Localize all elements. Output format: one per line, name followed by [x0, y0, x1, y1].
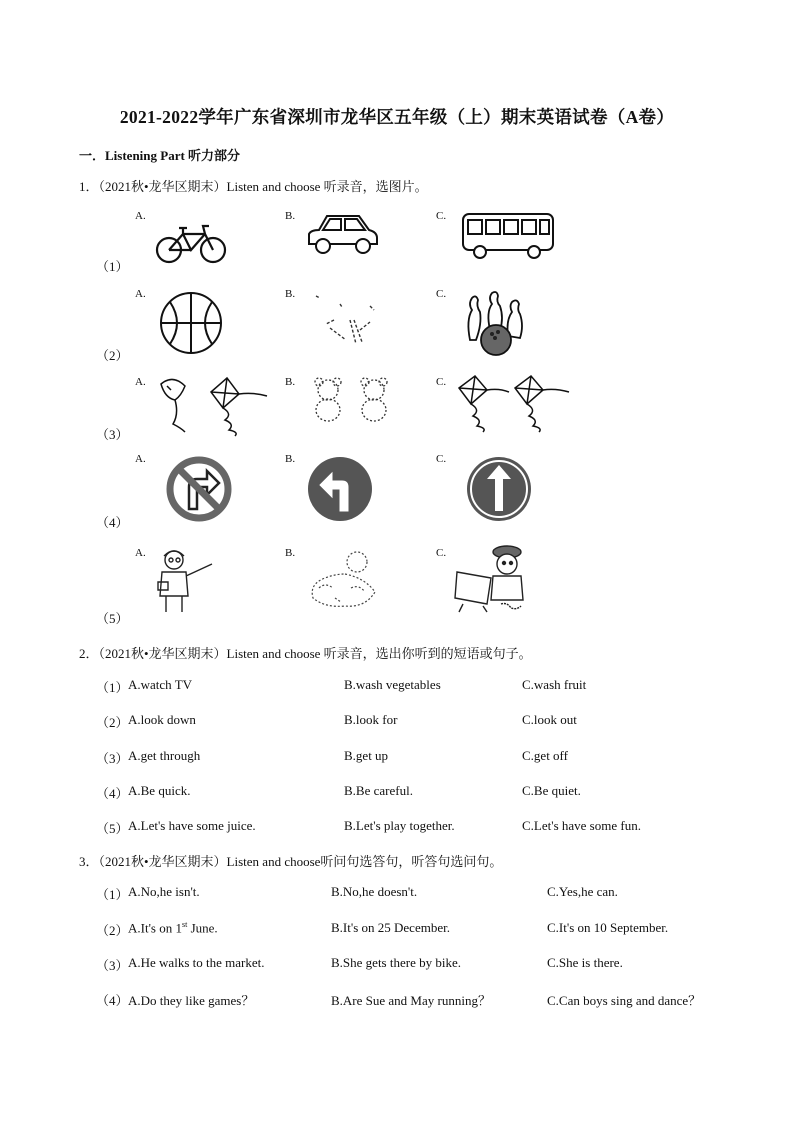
choice-b[interactable]: B.Let's play together.	[344, 818, 455, 833]
item-number: （2）	[96, 923, 129, 938]
choice-b[interactable]: B.Be careful.	[344, 783, 413, 798]
item-number: （2）	[96, 348, 129, 363]
item-number: （5）	[96, 821, 129, 836]
two-kites-icon[interactable]	[455, 374, 573, 432]
choice-b[interactable]: B.No,he doesn't.	[331, 884, 418, 899]
option-letter: A.	[135, 288, 146, 300]
bowling-icon[interactable]	[462, 290, 528, 358]
choice-a-text: A.It's on 1	[128, 920, 182, 936]
item-number: （3）	[96, 427, 129, 442]
no-right-turn-sign-icon[interactable]	[165, 455, 233, 523]
item-number: （3）	[96, 751, 129, 766]
option-letter: A.	[135, 547, 146, 559]
bicycle-icon[interactable]	[155, 222, 227, 264]
choice-b[interactable]: B.look for	[344, 712, 398, 727]
option-letter: B.	[285, 210, 296, 222]
car-icon[interactable]	[305, 210, 381, 260]
option-letter: C.	[436, 453, 447, 465]
choice-c[interactable]: C.Yes,he can.	[547, 884, 618, 899]
choice-c[interactable]: C.Can boys sing and dance？	[547, 993, 702, 1008]
choice-a[interactable]: A.Be quick.	[128, 783, 191, 798]
option-letter: B.	[285, 453, 296, 465]
ordinal-suffix: st	[181, 920, 188, 929]
option-letter: A.	[135, 210, 146, 222]
choice-c[interactable]: C.Be quiet.	[522, 783, 581, 798]
teacher-pointing-icon[interactable]	[152, 546, 216, 616]
item-number: （4）	[96, 515, 129, 530]
choice-a[interactable]: A.Do they like games？	[128, 993, 255, 1008]
choice-a-text-end: June.	[187, 920, 218, 936]
page-title: 2021-2022学年广东省深圳市龙华区五年级（上）期末英语试卷（A卷）	[119, 107, 675, 127]
option-letter: C.	[436, 288, 447, 300]
option-letter: C.	[436, 376, 447, 388]
option-letter: B.	[285, 376, 296, 388]
choice-c[interactable]: C.Let's have some fun.	[522, 818, 641, 833]
item-number: （4）	[96, 786, 129, 801]
item-number: （1）	[96, 887, 129, 902]
choice-a[interactable]: A.No,he isn't.	[128, 884, 200, 899]
item-number: （2）	[96, 715, 129, 730]
item-number: （5）	[96, 611, 129, 626]
choice-a[interactable]: A.look down	[128, 712, 196, 727]
bus-icon[interactable]	[460, 210, 556, 262]
item-number: （1）	[96, 259, 129, 274]
item-number: （1）	[96, 680, 129, 695]
turn-left-sign-icon[interactable]	[306, 455, 374, 523]
choice-b[interactable]: B.wash vegetables	[344, 677, 441, 692]
option-letter: C.	[436, 547, 447, 559]
choice-b[interactable]: B.get up	[344, 748, 389, 763]
choice-c[interactable]: C.wash fruit	[522, 677, 587, 692]
choice-b[interactable]: B.It's on 25 December.	[331, 920, 450, 935]
go-straight-sign-icon[interactable]	[465, 455, 533, 523]
choice-c[interactable]: C.look out	[522, 712, 577, 727]
teddy-bears-icon[interactable]	[308, 376, 400, 424]
choice-c[interactable]: C.She is there.	[547, 955, 623, 970]
sketch-animals-icon[interactable]	[305, 548, 385, 612]
option-letter: C.	[436, 210, 447, 222]
choice-a[interactable]: A.Let's have some juice.	[128, 818, 256, 833]
question-2-prompt: 2．（2021秋•龙华区期末）Listen and choose 听录音，选出你听到的短语或句子。	[79, 646, 532, 661]
question-1-prompt: 1．（2021秋•龙华区期末）Listen and choose 听录音，选图片。	[79, 179, 428, 194]
choice-a[interactable]: A.watch TV	[128, 677, 193, 692]
chopsticks-icon[interactable]	[310, 290, 380, 350]
section-heading: 一．Listening Part 听力部分	[79, 148, 241, 163]
item-number: （4）	[96, 993, 129, 1008]
option-letter: B.	[285, 547, 296, 559]
option-letter: A.	[135, 453, 146, 465]
choice-a[interactable]: A.get through	[128, 748, 201, 763]
question-3-prompt: 3．（2021秋•龙华区期末）Listen and choose听问句选答句，听答句选问句。	[79, 854, 503, 869]
item-number: （3）	[96, 958, 129, 973]
choice-c[interactable]: C.It's on 10 September.	[547, 920, 669, 935]
choice-a[interactable]: A.He walks to the market.	[128, 955, 265, 970]
option-letter: A.	[135, 376, 146, 388]
fish-kite-icon[interactable]	[155, 374, 270, 436]
choice-b[interactable]: B.She gets there by bike.	[331, 955, 461, 970]
painter-easel-icon[interactable]	[455, 546, 535, 614]
choice-c[interactable]: C.get off	[522, 748, 568, 763]
choice-b[interactable]: B.Are Sue and May running？	[331, 993, 491, 1008]
choice-a[interactable]	[128, 920, 218, 936]
basketball-icon[interactable]	[158, 290, 224, 356]
option-letter: B.	[285, 288, 296, 300]
